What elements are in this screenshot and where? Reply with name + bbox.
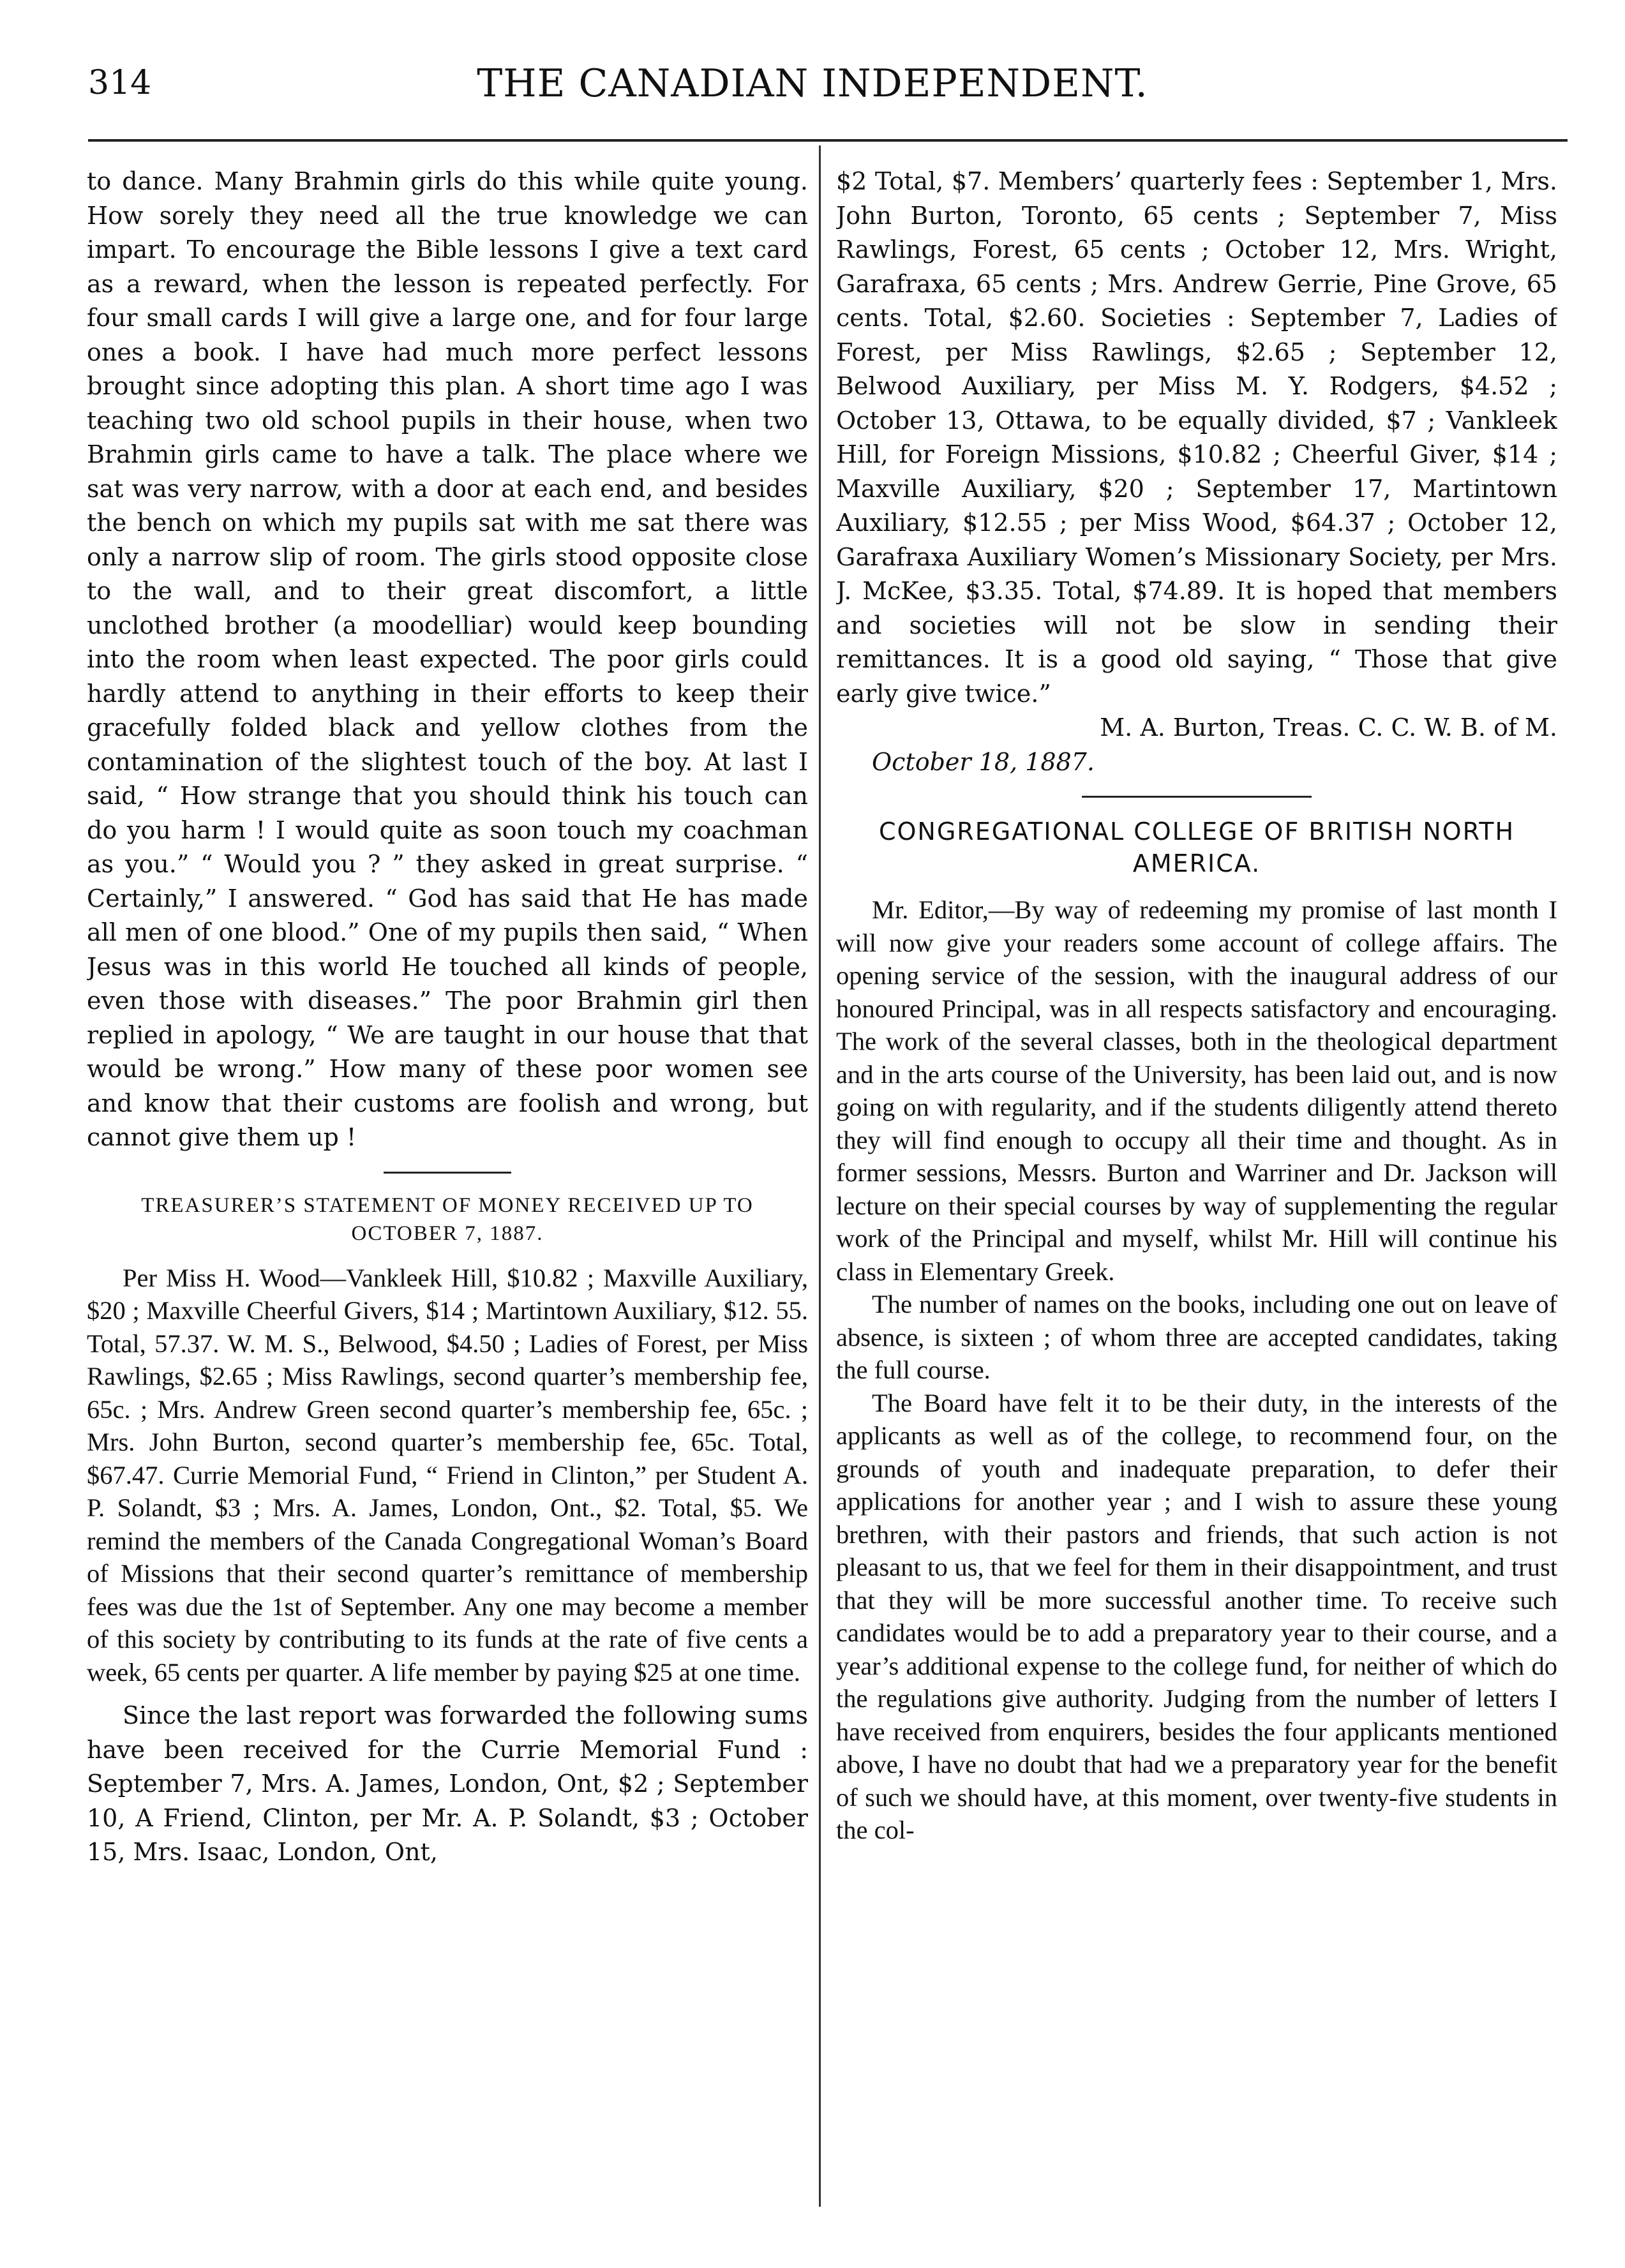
currie-fund-paragraph: Since the last report was forwarded the following sums have been received for the Currie Memorial Fund : September 7, Mrs. A. James, London, Ont, $2 ; September 10, A Friend, Clinton, per Mr. A. P. Solandt, $3 ; October 15, Mrs. Isaac, London, Ont, <box>87 1701 808 1866</box>
column-divider <box>819 145 821 2207</box>
college-paragraph-3: The Board have felt it to be their duty, in the interests of the applicants as well as of the college, to recommend four, on the grounds of youth and inadequate preparation, to defer their applications for another year ; and I wish to assure these young brethren, with their pastors and friends, that such action is not pleasant to us, that we feel for them in their disappointment, and trust that they will be more successful another time. To receive such candidates would be to add a preparatory year to their course, and a year’s additional expense to the college fund, for neither of which do the regulations give authority. Judging from the number of letters I have received from enquirers, besides the four applicants mentioned above, I have no doubt that had we a preparatory year for the benefit of such we should have, at this moment, over twenty-five students in the col- <box>836 1388 1557 1844</box>
right-column <box>836 165 1557 1847</box>
page-number: 314 <box>88 64 152 102</box>
treasurer-statement-heading: TREASURER’S STATEMENT OF MONEY RECEIVED UP TO OCTOBER 7, 1887. <box>141 1193 754 1245</box>
college-paragraph-1: Mr. Editor,—By way of redeeming my promise of last month I will now give your readers some account of college affairs. The opening service of the session, with the inaugural address of our honoured Principal, was in all respects satisfactory and encouraging. The work of the several classes, both in the theological department and in the arts course of the University, has been laid out, and is now going on with regularity, and if the students diligently attend thereto they will find enough to occupy all their time and thought. As in former sessions, Messrs. Burton and Warriner and Dr. Jackson will lecture on their special courses by way of supplementing the regular work of the Principal and myself, whilst Mr. Hill will continue his class in Elementary Greek. <box>836 895 1557 1286</box>
header-rule <box>88 139 1568 142</box>
section-divider-rule <box>384 1172 511 1174</box>
treasurer-paragraph: Per Miss H. Wood—Vankleek Hill, $10.82 ; Maxville Auxiliary, $20 ; Maxville Cheerful Givers, $14 ; Martintown Auxiliary, $12. 55. Total, 57.37. W. M. S., Belwood, $4.50 ; Ladies of Forest, per Miss Rawlings, $2.65 ; Miss Rawlings, second quarter’s membership fee, 65c. ; Mrs. Andrew Green second quarter’s membership fee, 65c. ; Mrs. John Burton, second quarter’s membership fee, 65c. Total, $67.47. Currie Memorial Fund, “ Friend in Clinton,” per Student A. P. Solandt, $3 ; Mrs. A. James, London, Ont., $2. Total, $5. We remind the members of the Canada Congregational Woman’s Board of Missions that their second quarter’s remittance of membership fees was due the 1st of September. Any one may become a member of this society by contributing to its funds at the rate of five cents a week, 65 cents per quarter. A life member by paying $25 at one time. <box>87 1263 808 1687</box>
college-paragraph-2: The number of names on the books, including one out on leave of absence, is sixteen ; of whom three are accepted candidates, taking the full course. <box>836 1290 1557 1384</box>
college-heading: CONGREGATIONAL COLLEGE OF BRITISH NORTH AMERICA. <box>878 817 1515 877</box>
treasurer-signature: M. A. Burton, Treas. C. C. W. B. of M. <box>1100 713 1557 742</box>
running-head-title: THE CANADIAN INDEPENDENT. <box>477 61 1148 106</box>
left-paragraph-1: to dance. Many Brahmin girls do this while quite young. How sorely they need all the true knowledge we can impart. To encourage the Bible lessons I give a text card as a reward, when the lesson is repeated perfectly. For four small cards I will give a large one, and for four large ones a book. I have had much more perfect lessons brought since adopting this plan. A short time ago I was teaching two old school pupils in their house, when two Brahmin girls came to have a talk. The place where we sat was very narrow, with a door at each end, and besides the bench on which my pupils sat with me sat there was only a narrow slip of room. The girls stood opposite close to the wall, and to their great discomfort, a little unclothed brother (a moodelliar) would keep bounding into the room when least expected. The poor girls could hardly attend to anything in their efforts to keep their gracefully folded black and yellow clothes from the contamination of the slightest touch of the boy. At last I said, “ How strange that you should think his touch can do you harm ! I would quite as soon touch my coachman as you.” “ Would you ? ” they asked in great surprise. “ Certainly,” I answered. “ God has said that He has made all men of one blood.” One of my pupils then said, “ When Jesus was in this world He touched all kinds of people, even those with diseases.” The poor Brahmin girl then replied in apology, “ We are taught in our house that that would be wrong.” How many of these poor women see and know that their customs are foolish and wrong, but cannot give them up ! <box>87 167 808 1151</box>
right-paragraph-1: $2 Total, $7. Members’ quarterly fees : September 1, Mrs. John Burton, Toronto, 65 cents ; September 7, Miss Rawlings, Forest, 65 cents ; October 12, Mrs. Wright, Garafraxa, 65 cents ; Mrs. Andrew Gerrie, Pine Grove, 65 cents. Total, $2.60. Societies : September 7, Ladies of Forest, per Miss Rawlings, $2.65 ; September 12, Belwood Auxiliary, per Miss M. Y. Rodgers, $4.52 ; October 13, Ottawa, to be equally divided, $7 ; Vankleek Hill, for Foreign Missions, $10.82 ; Cheerful Giver, $14 ; Maxville Auxiliary, $20 ; September 17, Martintown Auxiliary, $12.55 ; per Miss Wood, $64.37 ; October 12, Garafraxa Auxiliary Women’s Missionary Society, per Mrs. J. McKee, $3.35. Total, $74.89. It is hoped that members and societies will not be slow in sending their remittances. It is a good old saying, “ Those that give early give twice.” <box>836 167 1557 708</box>
left-column <box>87 165 808 1870</box>
section-divider-rule-right <box>1082 796 1312 798</box>
report-dateline: October 18, 1887. <box>872 747 1095 776</box>
